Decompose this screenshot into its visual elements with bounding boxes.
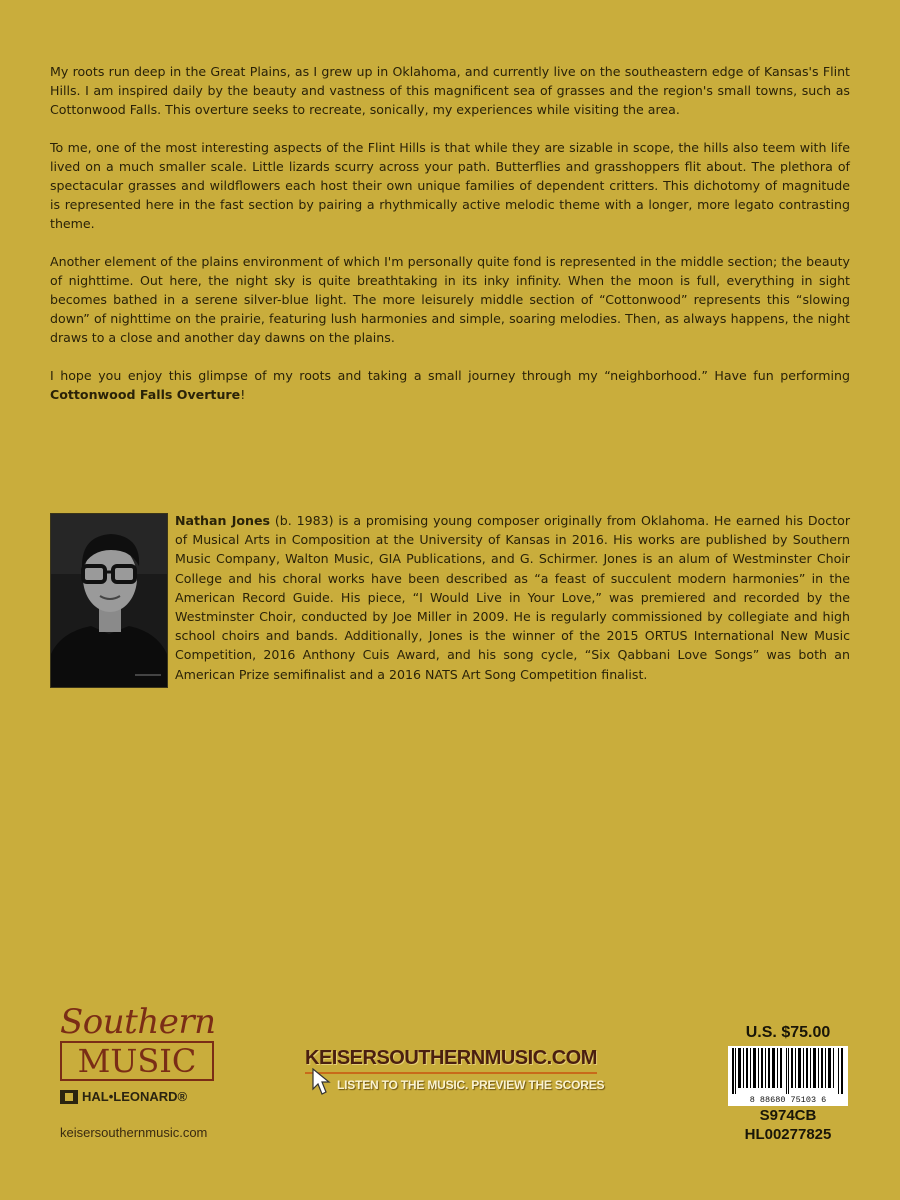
bio-text bbox=[175, 511, 850, 684]
logo-music-box bbox=[60, 1041, 214, 1081]
barcode-icon bbox=[732, 1048, 844, 1094]
cursor-icon bbox=[311, 1068, 331, 1096]
piece-title: Cottonwood Falls Overture bbox=[50, 386, 241, 402]
barcode bbox=[728, 1046, 848, 1106]
catalog-code: S974CB bbox=[759, 1107, 817, 1124]
program-notes bbox=[50, 62, 850, 422]
notes-paragraph-2: To me, one of the most interesting aspects of the Flint Hills is that while they are sizable in scope, the hills also teem with life lived on a much smaller scale. Little lizards scurry across your path. Butterflies and grasshoppers flit about. The plethora of spectacular grasses and wildflowers each host their own unique families of dependent critters. This dichotomy of magnitude is represented here in the fast section by pairing a rhythmically active melodic theme with a longer, more legato contrasting theme. bbox=[50, 139, 850, 232]
closing-text: I hope you enjoy this glimpse of my roots and taking a small journey through my “neighborhood.” Have fun performing bbox=[50, 367, 850, 383]
logo-music: MUSIC bbox=[77, 1042, 197, 1080]
promo-divider bbox=[305, 1072, 597, 1074]
hal-leonard-code: HL00277825 bbox=[744, 1126, 832, 1143]
bio-body: (b. 1983) is a promising young composer originally from Oklahoma. He earned his Doctor of Musical Arts in Composition at the University of Kansas in 2016. His works are published by Southern Music Company, Walton Music, GIA Publications, and G. Schirmer. Jones is an alum of Westminster Choir College and his choral works have been described as “a feast of succulent modern harmonies” in the American Record Guide. His piece, “I Would Live in Your Love,” was premiered and recorded by the Westminster Choir, conducted by Joe Miller in 2009. He is regularly commissioned by collegiate and high school choirs and bands. Additionally, Jones is the winner of the 2015 ORTUS International New Music Competition, 2016 Anthony Cuis Award, and his song cycle, “Six Qabbani Love Songs” was both an American Prize semifinalist and a 2016 NATS Art Song Competition finalist. bbox=[175, 513, 850, 682]
composer-photo bbox=[50, 513, 168, 688]
closing-punctuation: ! bbox=[240, 386, 246, 402]
distributor-name: HAL•LEONARD® bbox=[82, 1089, 188, 1104]
publisher-logo bbox=[60, 1002, 250, 1140]
promo-tagline: LISTEN TO THE MUSIC. PREVIEW THE SCORES bbox=[337, 1078, 605, 1092]
composer-portrait-icon bbox=[51, 514, 167, 687]
price: U.S. $75.00 bbox=[745, 1024, 831, 1041]
notes-paragraph-4 bbox=[50, 366, 850, 404]
barcode-number: 8 88680 75103 6 bbox=[749, 1095, 827, 1105]
composer-name: Nathan Jones bbox=[175, 513, 271, 528]
distributor-logo bbox=[60, 1089, 250, 1104]
logo-southern: Southern bbox=[60, 1002, 216, 1042]
notes-paragraph-3: Another element of the plains environment of which I'm personally quite fond is represented in the middle section; the beauty of nighttime. Out here, the night sky is quite breathtaking in its inky infinity. When the moon is full, everything in sight becomes bathed in a serene silver-blue light. The more leisurely middle section of “Cottonwood” represents this “slowing down” of nighttime on the prairie, featuring lush harmonies and simple, soaring melodies. Then, as always happens, the night draws to a close and another day dawns on the plains. bbox=[50, 253, 850, 346]
promo-url[interactable]: KEISERSOUTHERNMUSIC.COM bbox=[305, 1047, 597, 1069]
promo-banner[interactable] bbox=[305, 1047, 605, 1092]
notes-paragraph-1: My roots run deep in the Great Plains, as I grew up in Oklahoma, and currently live on the southeastern edge of Kansas's Flint Hills. I am inspired daily by the beauty and vastness of this magnificent sea of grasses and the region's small towns, such as Cottonwood Falls. This overture seeks to recreate, sonically, my experiences while visiting the area. bbox=[50, 64, 850, 118]
promo-tagline-row bbox=[305, 1078, 605, 1092]
hal-leonard-icon bbox=[60, 1090, 78, 1104]
price-block bbox=[728, 1024, 848, 1144]
publisher-url[interactable]: keisersouthernmusic.com bbox=[60, 1125, 208, 1140]
